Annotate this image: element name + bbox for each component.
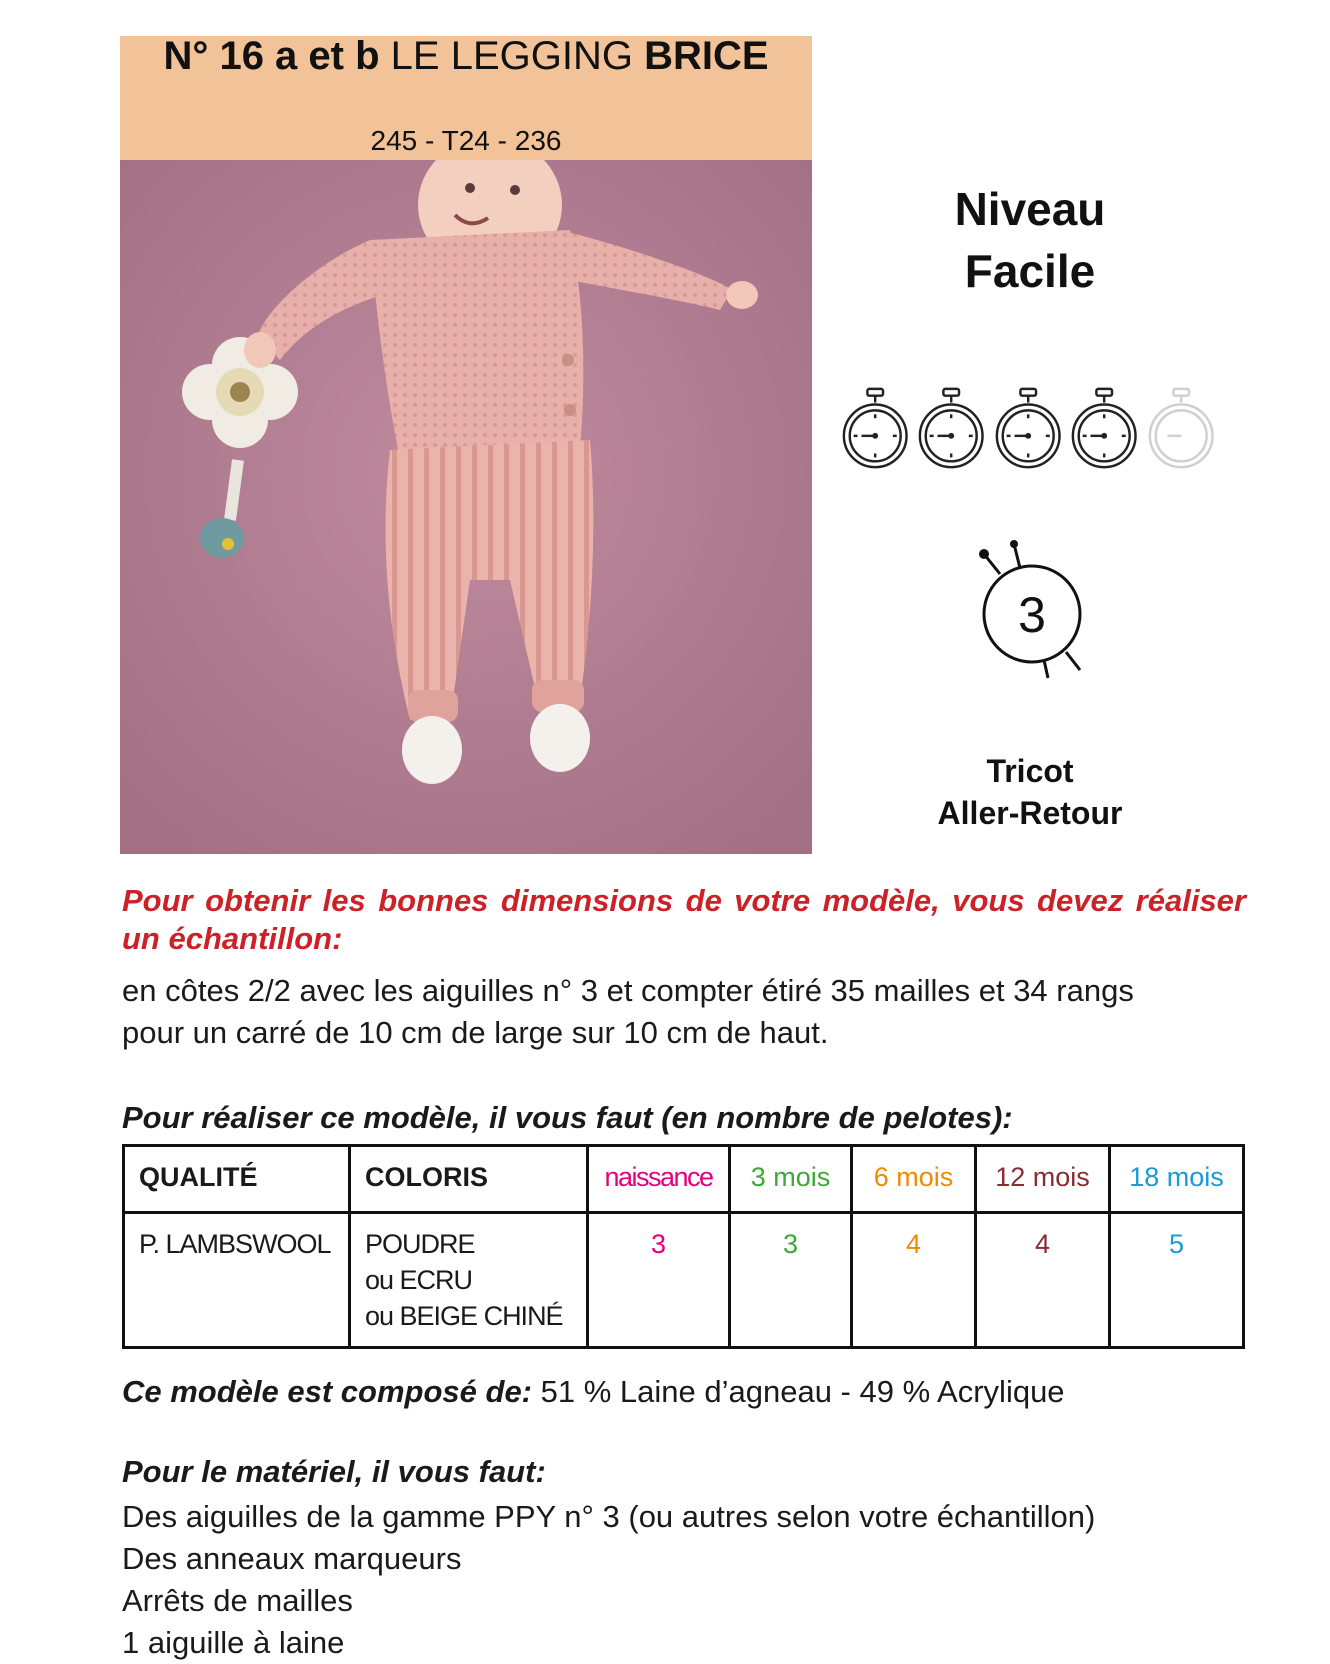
ball-count: 4 [976,1213,1110,1348]
color-option: POUDRE [365,1229,475,1259]
composition-label: Ce modèle est composé de: [122,1374,533,1409]
yarn-colors [350,1213,588,1348]
difficulty-timers [838,384,1218,474]
title-number: N° 16 a et b [163,34,380,78]
ball-count: 4 [852,1213,976,1348]
pattern-reference: 245 - T24 - 236 [370,125,562,156]
col-quality: QUALITÉ [124,1146,350,1213]
title-name: BRICE [644,34,769,78]
materials-heading: Pour le matériel, il vous faut: [122,1454,546,1489]
needle-size-icon [970,540,1100,680]
col-colors: COLORIS [350,1146,588,1213]
stopwatch-icon [914,384,988,474]
ball-count: 3 [588,1213,730,1348]
baby-illustration [120,160,812,854]
composition [122,1372,1065,1412]
level-label: Niveau [954,183,1106,235]
stopwatch-icon [1067,384,1141,474]
stopwatch-outline-icon [1144,384,1218,474]
col-size: 6 mois [852,1146,976,1213]
list-item: Des aiguilles de la gamme PPY n° 3 (ou autres selon votre échantillon) [122,1499,1096,1534]
ball-count: 3 [730,1213,852,1348]
color-option: ou BEIGE CHINÉ [365,1301,563,1331]
model-photo [120,160,812,854]
composition-value: 51 % Laine d’agneau - 49 % Acrylique [540,1374,1065,1409]
col-size: 12 mois [976,1146,1110,1213]
pattern-title [120,30,812,82]
yarn-quality: P. LAMBSWOOL [124,1213,350,1348]
list-item: Arrêts de mailles [122,1583,353,1618]
col-size: 3 mois [730,1146,852,1213]
list-item: 1 aiguille à laine [122,1625,345,1660]
table-row [124,1213,1244,1348]
technique-line1: Tricot [986,753,1074,789]
list-item: Des anneaux marqueurs [122,1541,462,1576]
needle-size-value: 3 [1018,587,1046,643]
col-size: 18 mois [1110,1146,1244,1213]
yarn-heading: Pour réaliser ce modèle, il vous faut (en nombre de pelotes): [122,1100,1013,1135]
stopwatch-icon [991,384,1065,474]
technique-line2: Aller-Retour [937,795,1123,831]
stopwatch-icon [838,384,912,474]
swatch-line: pour un carré de 10 cm de large sur 10 cm de haut. [122,1015,829,1050]
title-garment: LE LEGGING [390,34,633,78]
technique [880,750,1180,834]
materials-list [122,1496,1252,1664]
difficulty-level [880,178,1180,302]
swatch-instructions [122,970,1252,1054]
swatch-intro: Pour obtenir les bonnes dimensions de votre modèle, vous devez réaliser un échantillon: [122,883,1246,956]
color-option: ou ECRU [365,1265,473,1295]
level-value: Facile [964,245,1096,297]
swatch-line: en côtes 2/2 avec les aiguilles n° 3 et compter étiré 35 mailles et 34 rangs [122,973,1134,1008]
yarn-table [122,1144,1245,1349]
table-header-row [124,1146,1244,1213]
ball-count: 5 [1110,1213,1244,1348]
col-size: naissance [588,1146,730,1213]
